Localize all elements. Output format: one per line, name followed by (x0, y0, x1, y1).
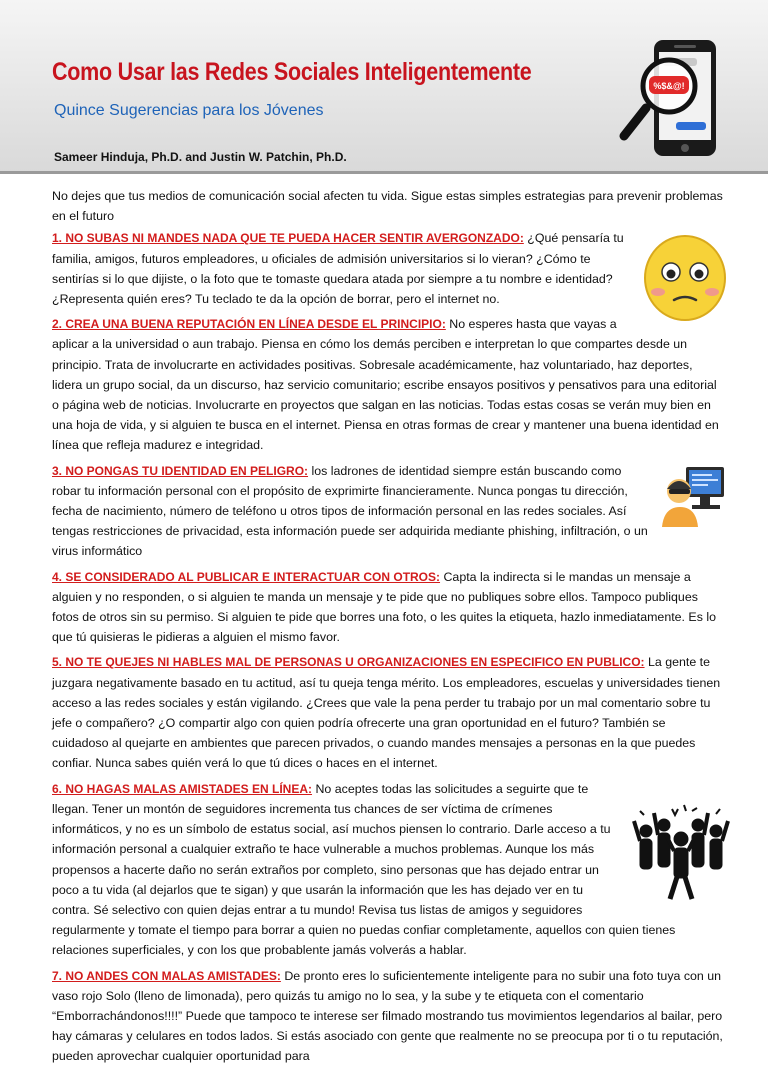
header-band (0, 0, 768, 172)
tip-3 (52, 461, 724, 562)
phone-magnifier-icon (618, 38, 730, 160)
page-subtitle: Quince Sugerencias para los Jóvenes (54, 102, 324, 119)
tip-2 (52, 314, 724, 455)
tip-5-heading: 5. NO TE QUEJES NI HABLES MAL DE PERSONAS U ORGANIZACIONES EN ESPECIFICO EN PUBLICO: (52, 655, 645, 670)
phone-bubble-text: %$&@! (653, 81, 685, 91)
tip-6-heading: 6. NO HAGAS MALAS AMISTADES EN LÍNEA: (52, 781, 313, 796)
page-title: Como Usar las Redes Sociales Inteligentemente (52, 58, 532, 86)
embarrassed-emoji-icon (640, 232, 730, 324)
article-body (52, 186, 724, 1072)
hacker-computer-icon (660, 463, 726, 529)
authors: Sameer Hinduja, Ph.D. and Justin W. Patchin, Ph.D. (54, 150, 347, 164)
tip-5 (52, 652, 724, 773)
crowd-icon (632, 801, 730, 903)
tip-3-body: los ladrones de identidad siempre están buscando como robar tu información personal con el propósito de exprimirte financieramente. Nunca pongas tu dirección, fecha de nacimiento, número de teléfono u otros tipos de información personal en las redes sociales. Así tengas restricciones de privacidad, esta información puede ser adquirida mediante phishing, infiltración, o un virus informático (52, 463, 648, 559)
tip-7 (52, 966, 724, 1067)
tip-6 (52, 779, 724, 961)
intro-paragraph: No dejes que tus medios de comunicación social afecten tu vida. Sigue estas simples estrategias para prevenir problemas en el futuro (52, 189, 723, 224)
tip-1-heading: 1. NO SUBAS NI MANDES NADA QUE TE PUEDA HACER SENTIR AVERGONZADO: (52, 231, 524, 246)
header-divider (0, 171, 768, 174)
tip-5-body: La gente te juzgara negativamente basado en tu actitud, así tu queja tenga mérito. Los empleadores, escuelas y universidades tienen acceso a las redes sociales y están vigilando. ¿Crees que vale la pena perder tu trabajo por un mal comentario sobre tu jefe o compañero? ¿O compartir algo con quien podría ofrecerte una gran oportunidad en el futuro? También se cuidadoso al quejarte en ambientes que parecen privados, o cuando mandes mensajes a personas en la que puedes confiar. Nunca sabes quién verá lo que tú dices o haces en el internet. (52, 655, 721, 771)
tip-3-heading: 3. NO PONGAS TU IDENTIDAD EN PELIGRO: (52, 463, 309, 478)
tip-7-body: De pronto eres lo suficientemente inteligente para no subir una foto tuya con un vaso rojo Solo (lleno de limonada), pero quizás tu amigo no lo sea, y la sube y te etiqueta con el comentario “Emborrachándonos!!!!” Puede que tampoco te interese ser filmado mostrando tus movimientos legendarios al bailar, pero hay cámaras y celulares en todos lados. Si estás asociado con gente que realmente no se preocupa por ti o tu reputación, pueden aprovechar cualquier oportunidad para (52, 968, 723, 1064)
tip-2-body: No esperes hasta que vayas a aplicar a la universidad o aun trabajo. Piensa en cómo los demás perciben e interpretan lo que compartes desde un principio. Trata de involucrarte en actividades positivas. Sobresale académicamente, haz voluntariado, haz deportes, lidera un grupo social, da un discurso, haz servicio comunitario; escribe ensayos positivos y pensativos para una editorial o página web de noticias. Involucrarte en proyectos que salgan en las noticias. Todas estas cosas se verán muy bien en una hoja de vida, y si alguien te busca en el internet. Piensa en otras formas de crear y mantener una buena identidad en línea que refleja madurez e integridad. (52, 317, 719, 453)
tip-2-heading: 2. CREA UNA BUENA REPUTACIÓN EN LÍNEA DESDE EL PRINCIPIO: (52, 317, 446, 332)
tip-1 (52, 228, 724, 309)
tip-1-body: ¿Qué pensaría tu familia, amigos, futuros empleadores, u oficiales de admisión universitarios si lo vieran? ¿Cómo te sentirías si lo que dijiste, o la foto que te tomaste quedara atada por siempre a tu nombre e identidad? ¿Representa quién eres? Tu teclado te da la opción de borrar, pero el internet no. (52, 231, 624, 307)
tip-6-body: No aceptes todas las solicitudes a seguirte que te llegan. Tener un montón de seguidores incrementa tus chances de ser víctima de crímenes informáticos, y no es un símbolo de estatus social, así muchos piensen lo contrario. Darle acceso a tu información personal a cualquier extraño te hace vulnerable a muchos problemas. Aunque los más propensos a hacerte daño no serán extraños por completo, sino personas que has dejado entrar un poco a tu vida (al dejarlos que te sigan) y que usarán la información que les has dejado ver en tu contra. Sé selectivo con quien dejas entrar a tu mundo! Revisa tus listas de amigos y seguidores regularmente y tomate el tiempo para borrar a quien no puedas confiar completamente, aquellos con quien tienes relaciones superficiales, y con los que probablente jamás volverás a hablar. (52, 781, 676, 958)
tip-4 (52, 567, 724, 648)
tip-4-heading: 4. SE CONSIDERADO AL PUBLICAR E INTERACTUAR CON OTROS: (52, 569, 441, 584)
tip-7-heading: 7. NO ANDES CON MALAS AMISTADES: (52, 968, 281, 983)
tip-4-body: Capta la indirecta si le mandas un mensaje a alguien y no responden, o si alguien te manda un mensaje y te pide que no publiques sobre ellos. Tampoco publiques fotos de otros sin su permiso. Si alguien te pide que borres una foto, o les quites la etiqueta, hazlo inmediatamente. Es lo que tú quisieras le pidieras a alguien el mismo favor. (52, 569, 716, 645)
